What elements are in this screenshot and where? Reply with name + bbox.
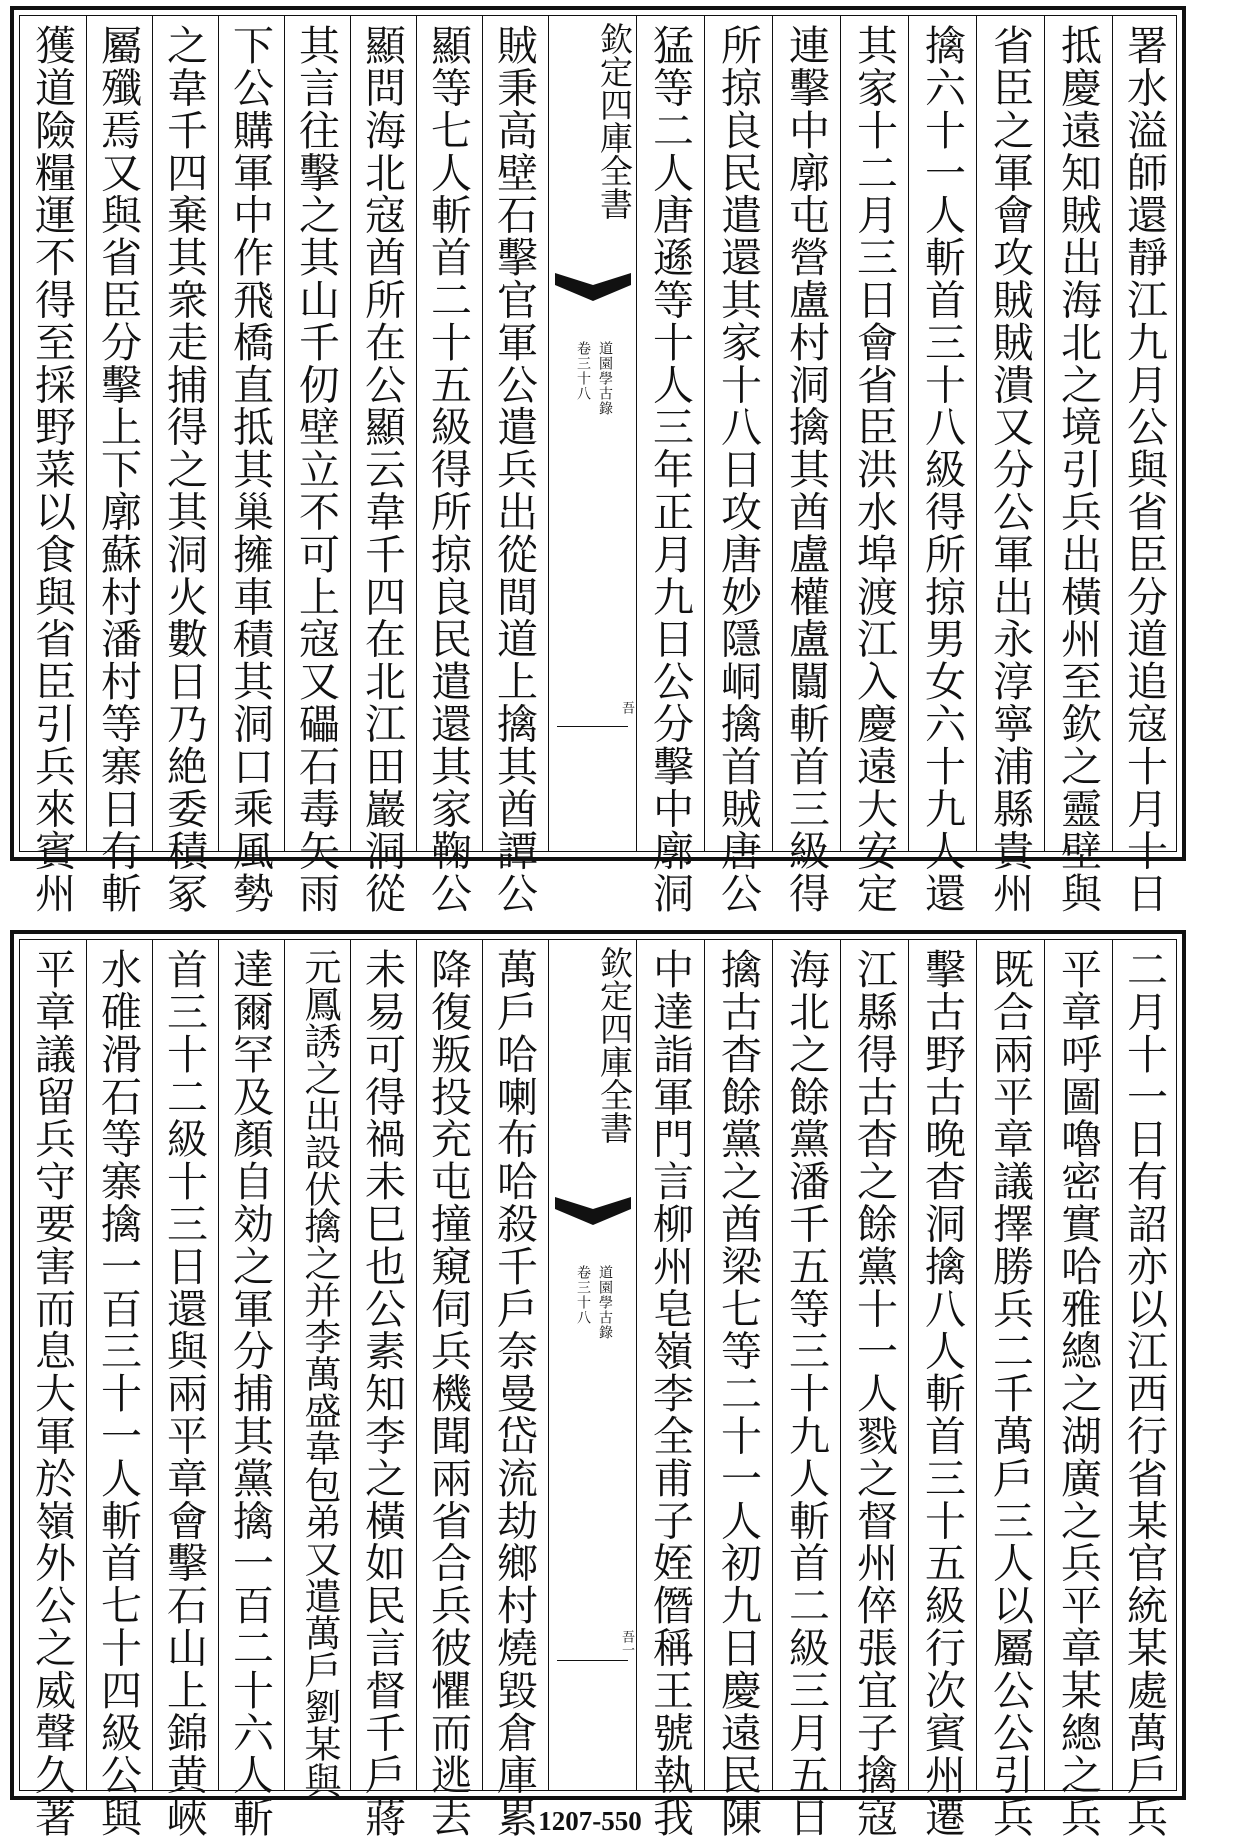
text-column <box>704 940 772 1839</box>
column-text: 二月十一日有詔亦以江西行省某官統某處萬戶兵 <box>1120 948 1168 1839</box>
column-text: 賊秉高壁石擊官軍公遣兵出從間道上擒其酋譚公 <box>490 24 538 915</box>
folio-rule <box>557 1660 628 1661</box>
column-text: 元鳳誘之出設伏擒之并李萬盛韋包弟又遣萬戶劉某與 <box>298 948 341 1799</box>
column-text: 海北之餘黨潘千五等三十九人斬首二級三月五日 <box>782 948 830 1839</box>
text-column <box>152 940 218 1839</box>
text-column <box>1112 16 1178 915</box>
text-column <box>152 16 218 915</box>
text-column <box>218 940 284 1839</box>
page-frame <box>19 15 1177 915</box>
column-text: 江縣得古杳之餘黨十一人戮之督州倅張宜子擒寇 <box>850 948 898 1839</box>
column-text: 連擊中廓屯營盧村洞擒其酋盧權盧闒斬首三級得 <box>782 24 830 915</box>
column-text: 達爾罕及顏自効之軍分捕其黨擒一百二十六人斬 <box>226 948 274 1839</box>
column-text: 顯等七人斬首二十五級得所掠良民遣還其家鞠公 <box>424 24 472 915</box>
text-column <box>20 16 86 915</box>
center-fold <box>548 940 636 1790</box>
column-text: 所掠良民遣還其家十八日攻唐妙隱峒擒首賊唐公 <box>714 24 762 915</box>
book-title: 道園學古錄 <box>597 341 613 416</box>
text-column <box>86 16 152 915</box>
column-text: 省臣之軍會攻賊賊潰又分公軍出永淳寧浦縣貴州 <box>986 24 1034 915</box>
center-fold <box>548 16 636 851</box>
column-text: 其言往擊之其山千仞壁立不可上寇又礧石毒矢雨 <box>292 24 340 915</box>
text-column <box>20 940 86 1839</box>
book-series-title: 欽定四庫全書 <box>595 946 634 1144</box>
text-column <box>976 940 1044 1839</box>
text-column <box>840 940 908 1839</box>
fish-tail-mark-icon <box>553 271 633 305</box>
text-column <box>976 16 1044 915</box>
folio-number: 吾 <box>619 701 634 714</box>
text-column <box>416 16 482 915</box>
column-text: 顯問海北寇酋所在公顯云韋千四在北江田巖洞從 <box>358 24 406 915</box>
text-column <box>908 16 976 915</box>
page-number-footer: 1207-550 <box>538 1806 642 1836</box>
text-column <box>1112 940 1178 1839</box>
column-text: 署水溢師還靜江九月公與省臣分道追寇十月十日 <box>1120 24 1168 915</box>
folio-number: 吾一 <box>619 1630 634 1656</box>
column-text: 水碓滑石等寨擒一百三十一人斬首七十四級公與 <box>94 948 142 1839</box>
text-column <box>636 940 704 1839</box>
text-column <box>284 940 350 1799</box>
column-text: 擊古野古晚杳洞擒八人斬首三十五級行次賓州遷 <box>918 948 966 1839</box>
column-text: 獲道險糧運不得至採野菜以食與省臣引兵來賓州 <box>28 24 76 915</box>
column-text: 既合兩平章議擇勝兵二千萬戶三人以屬公公引兵 <box>986 948 1034 1839</box>
column-text: 猛等二人唐遜等十人三年正月九日公分擊中廓洞 <box>646 24 694 915</box>
text-column <box>284 16 350 915</box>
text-column <box>86 940 152 1839</box>
text-column <box>908 940 976 1839</box>
folio-rule <box>557 726 628 727</box>
column-text: 未易可得禍未巳也公素知李之橫如民言督千戶蔣 <box>358 948 406 1839</box>
column-text: 擒六十一人斬首三十八級得所掠男女六十九人還 <box>918 24 966 915</box>
book-series-title: 欽定四庫全書 <box>595 22 634 220</box>
column-text: 萬戶哈喇布哈殺千戶奈曼岱流劫鄉村燒毀倉庫累 <box>490 948 538 1839</box>
text-column <box>416 940 482 1839</box>
text-column <box>350 16 416 915</box>
column-text: 擒古杳餘黨之酋梁七等二十一人初九日慶遠民陳 <box>714 948 762 1839</box>
volume-number: 卷三十八 <box>575 341 591 401</box>
page-top <box>10 6 1186 915</box>
text-column <box>1044 940 1112 1839</box>
column-text: 屬殲焉又與省臣分擊上下廓蘇村潘村等寨日有斬 <box>94 24 142 915</box>
column-text: 平章呼圖嚕密實哈雅總之湖廣之兵平章某總之兵 <box>1054 948 1102 1839</box>
column-text: 其家十二月三日會省臣洪水埠渡江入慶遠大安定 <box>850 24 898 915</box>
column-text: 中達詣軍門言柳州皂嶺李全甫子姪僭稱王號執我 <box>646 948 694 1839</box>
book-title: 道園學古錄 <box>597 1265 613 1340</box>
text-column <box>772 940 840 1839</box>
volume-number: 卷三十八 <box>575 1265 591 1325</box>
text-column <box>218 16 284 915</box>
column-text: 平章議留兵守要害而息大軍於嶺外公之威聲久著 <box>28 948 76 1839</box>
column-text: 首三十二級十三日還與兩平章會擊石山上錦黄峽 <box>160 948 208 1839</box>
fish-tail-mark-icon <box>553 1195 633 1229</box>
text-column <box>482 940 548 1839</box>
text-column <box>482 16 548 915</box>
text-column <box>636 16 704 915</box>
text-column <box>1044 16 1112 915</box>
text-column <box>840 16 908 915</box>
text-column <box>772 16 840 915</box>
text-column <box>704 16 772 915</box>
column-text: 抵慶遠知賊出海北之境引兵出橫州至欽之靈壁與 <box>1054 24 1102 915</box>
column-text: 降復叛投充屯撞窺伺兵機聞兩省合兵彼懼而逃去 <box>424 948 472 1839</box>
column-text: 之韋千四棄其衆走捕得之其洞火數日乃絶委積冢 <box>160 24 208 915</box>
column-text: 下公購軍中作飛橋直抵其巢擁車積其洞口乘風勢 <box>226 24 274 915</box>
text-column <box>350 940 416 1839</box>
